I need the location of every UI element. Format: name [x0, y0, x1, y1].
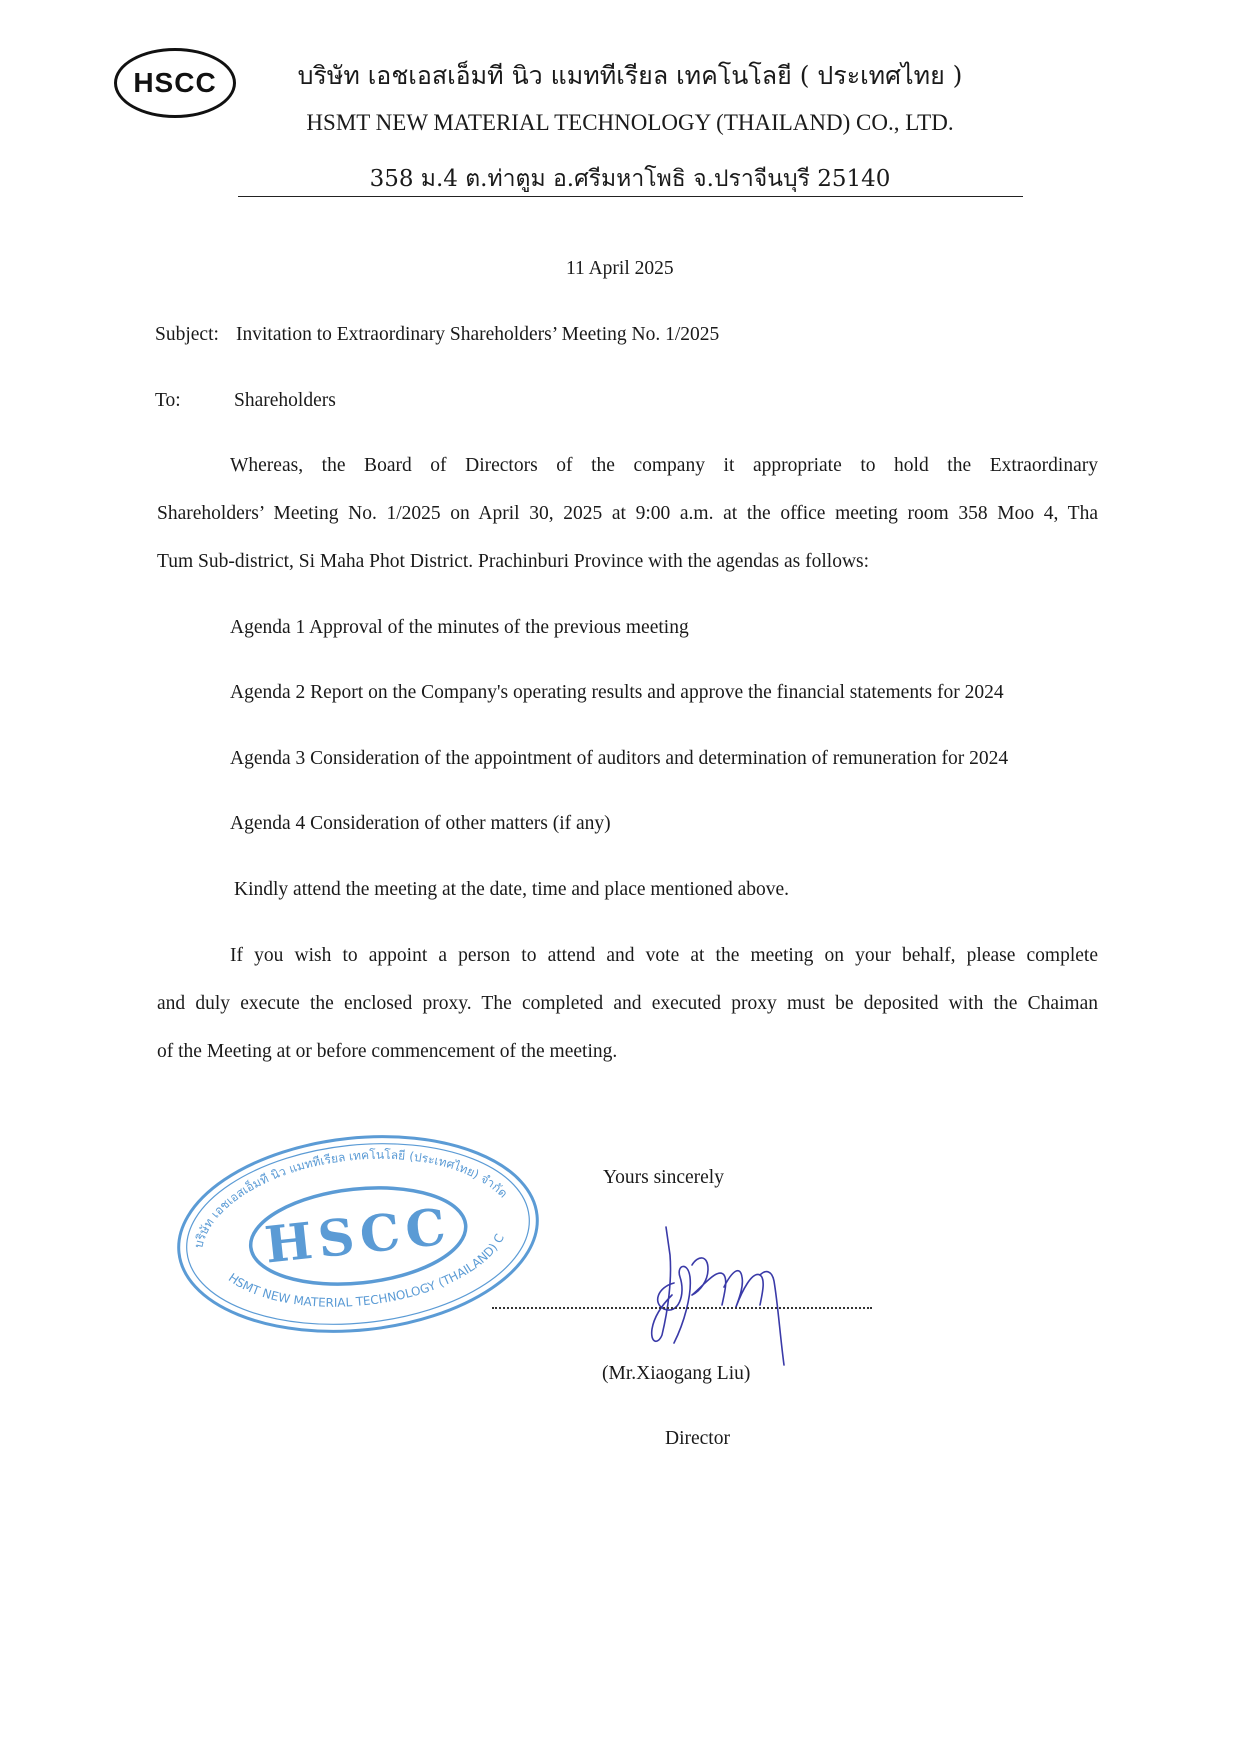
intro-line-1: Whereas, the Board of Directors of the company it appropriate to hold the Extraordinary	[230, 455, 1098, 476]
agenda-item-2: Agenda 2 Report on the Company's operating results and approve the financial statements for 2024	[230, 682, 1004, 703]
intro-line-2: Shareholders’ Meeting No. 1/2025 on April 30, 2025 at 9:00 a.m. at the office meeting room 358 Moo 4, Tha	[157, 503, 1098, 524]
subject-text: Invitation to Extraordinary Shareholders’ Meeting No. 1/2025	[236, 324, 720, 345]
logo-text: HSCC	[133, 67, 217, 98]
agenda-item-4: Agenda 4 Consideration of other matters (if any)	[230, 813, 611, 834]
stamp-center-text: HSCC	[262, 1196, 455, 1275]
agenda-item-1: Agenda 1 Approval of the minutes of the previous meeting	[230, 617, 689, 638]
handwritten-signature	[628, 1225, 798, 1380]
attend-note: Kindly attend the meeting at the date, time and place mentioned above.	[234, 879, 790, 900]
recipient: Shareholders	[234, 390, 336, 411]
letter-date: 11 April 2025	[566, 258, 674, 279]
company-logo	[114, 48, 236, 118]
company-stamp	[172, 1132, 544, 1342]
proxy-line-3: of the Meeting at or before commencement of the meeting.	[157, 1041, 618, 1062]
signatory-name: (Mr.Xiaogang Liu)	[602, 1363, 751, 1384]
intro-line-3: Tum Sub-district, Si Maha Phot District. Prachinburi Province with the agendas as follows:	[157, 551, 870, 572]
closing: Yours sincerely	[603, 1167, 724, 1188]
stamp-ring-top-path: บริษัท เอชเอสเอ็มที นิว แมททีเรียล เทคโนโลยี (ประเทศไทย) จำกัด	[191, 1147, 511, 1250]
company-name-thai: บริษัท เอชเอสเอ็มที นิว แมททีเรียล เทคโนโลยี ( ประเทศไทย )	[297, 61, 963, 90]
signature-line	[492, 1307, 872, 1309]
company-address: 358 ม.4 ต.ท่าตูม อ.ศรีมหาโพธิ จ.ปราจีนบุรี 25140	[369, 166, 891, 192]
proxy-line-2: and duly execute the enclosed proxy. The completed and executed proxy must be deposited with the Chaiman	[157, 993, 1098, 1014]
subject-label: Subject:	[155, 324, 219, 345]
proxy-line-1: If you wish to appoint a person to attend and vote at the meeting on your behalf, please complete	[230, 945, 1098, 966]
agenda-item-3: Agenda 3 Consideration of the appointment of auditors and determination of remuneration for 2024	[230, 748, 1009, 769]
stamp-ring-bottom-path: HSMT NEW MATERIAL TECHNOLOGY (THAILAND) CO.,LTD.	[225, 1231, 507, 1310]
company-name-english: HSMT NEW MATERIAL TECHNOLOGY (THAILAND) CO., LTD.	[306, 110, 954, 135]
to-label: To:	[155, 390, 181, 411]
signatory-title: Director	[665, 1428, 730, 1449]
letterhead-divider	[238, 196, 1023, 197]
